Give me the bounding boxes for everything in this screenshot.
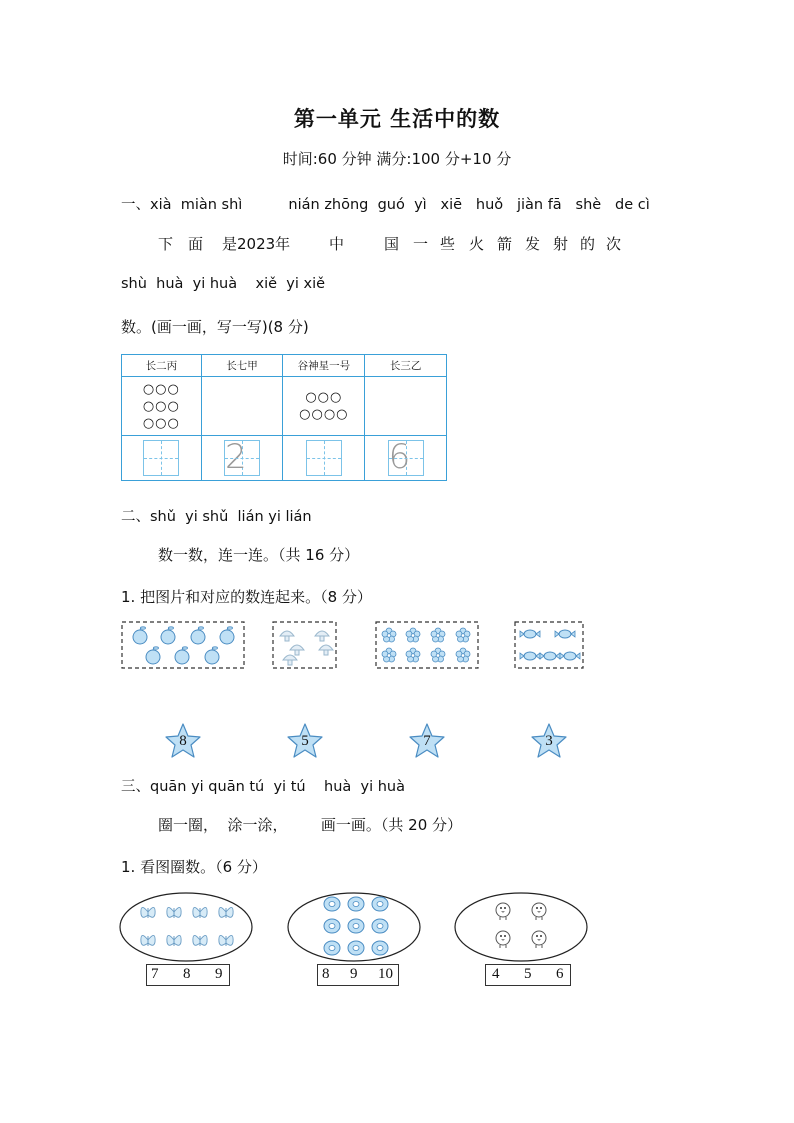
butterfly-icon xyxy=(193,907,207,918)
section1-pinyin-line1: 一、xià miàn shì nián zhōng guó yì xiē huǒ jiàn fā shè de cì xyxy=(121,197,650,213)
donut-icon xyxy=(324,941,340,955)
rocket-header: 长七甲 xyxy=(201,355,283,377)
butterfly-icon xyxy=(219,935,233,946)
char: 发 xyxy=(525,235,541,253)
choice-number[interactable]: 8 xyxy=(183,966,191,982)
chick-oval xyxy=(455,893,587,961)
flower-icon xyxy=(456,628,470,642)
choice-number[interactable]: 9 xyxy=(350,966,358,982)
candy-icon xyxy=(540,652,560,660)
choice-number[interactable]: 10 xyxy=(378,966,393,982)
rocket-header: 长二丙 xyxy=(122,355,202,377)
apple-icon xyxy=(220,627,234,644)
mushroom-icon xyxy=(290,645,304,655)
flower-icon xyxy=(431,628,445,642)
mushroom-icon xyxy=(280,631,294,641)
char: 箭 xyxy=(497,235,513,253)
choice-number[interactable]: 7 xyxy=(151,966,159,982)
chick-icon xyxy=(532,931,546,948)
char: 些 xyxy=(440,235,456,253)
butterfly-icon xyxy=(193,935,207,946)
char: 次 xyxy=(606,235,622,253)
candy-icon xyxy=(520,652,540,660)
choice-box-2 xyxy=(317,964,399,986)
traced-digit: 6 xyxy=(388,437,411,477)
section2-pinyin: 二、shǔ yi shǔ lián yi lián xyxy=(121,509,312,525)
donut-icon xyxy=(372,919,388,933)
butterfly-icon xyxy=(167,907,181,918)
apple-icon xyxy=(133,627,147,644)
star-number: 3 xyxy=(545,733,553,749)
donut-icon xyxy=(348,919,364,933)
section3-pinyin: 三、quān yi quān tú yi tú huà yi huà xyxy=(121,779,405,795)
page-title: 第一单元 生活中的数 xyxy=(293,107,501,131)
star-number: 8 xyxy=(179,733,187,749)
butterfly-icon xyxy=(167,935,181,946)
section2-q1: 1. 把图片和对应的数连起来。（8 分） xyxy=(121,588,372,606)
mushroom-icon xyxy=(319,645,333,655)
char: 面 xyxy=(188,235,204,253)
char: 下 xyxy=(158,235,174,253)
butterfly-oval xyxy=(120,893,252,961)
chick-icon xyxy=(532,903,546,920)
circles: ○○○ ○○○ ○○○ xyxy=(142,381,180,431)
choice-number[interactable]: 4 xyxy=(492,966,500,982)
donut-icon xyxy=(348,941,364,955)
char: 国 xyxy=(384,235,400,253)
flower-icon xyxy=(382,628,396,642)
chick-icon xyxy=(496,903,510,920)
apple-icon xyxy=(146,647,160,664)
section2-chars: 数一数，连一连。（共 16 分） xyxy=(158,546,360,564)
apple-icon xyxy=(205,647,219,664)
candy-icon xyxy=(555,630,575,638)
mushroom-icon xyxy=(315,631,329,641)
choice-box-1 xyxy=(146,964,230,986)
char: 火 xyxy=(469,235,485,253)
flower-icon xyxy=(406,648,420,662)
flower-icon xyxy=(382,648,396,662)
flower-icon xyxy=(406,628,420,642)
chick-icon xyxy=(496,931,510,948)
apple-icon xyxy=(161,627,175,644)
donut-icon xyxy=(324,897,340,911)
flower-icon xyxy=(431,648,445,662)
circles: ○○○ ○○○○ xyxy=(299,390,349,422)
mushroom-icon xyxy=(283,655,297,665)
page-subtitle: 时间:60 分钟 满分:100 分+10 分 xyxy=(282,150,512,168)
donut-icon xyxy=(324,919,340,933)
choice-box-3 xyxy=(485,964,571,986)
traced-digit: 2 xyxy=(225,437,247,477)
char: 的 xyxy=(580,235,596,253)
candy-box xyxy=(515,622,583,668)
char: 是2023年 xyxy=(222,235,291,253)
choice-number[interactable]: 8 xyxy=(322,966,330,982)
candy-icon xyxy=(520,630,540,638)
rocket-header: 长三乙 xyxy=(365,355,447,377)
butterfly-icon xyxy=(141,935,155,946)
donut-icon xyxy=(372,941,388,955)
section1-pinyin-line2: shù huà yi huà xiě yi xiě xyxy=(121,276,326,292)
char: 一 xyxy=(413,235,429,253)
choice-number[interactable]: 9 xyxy=(215,966,223,982)
section3-chars: 圈一圈， 涂一涂， 画一画。（共 20 分） xyxy=(158,816,463,834)
section1-chars-line2: 数。(画一画，写一写)(8 分) xyxy=(121,318,309,336)
flower-icon xyxy=(456,648,470,662)
apple-icon xyxy=(191,627,205,644)
choice-number[interactable]: 6 xyxy=(556,966,564,982)
candy-icon xyxy=(560,652,580,660)
choice-number[interactable]: 5 xyxy=(524,966,532,982)
rocket-header: 谷神星一号 xyxy=(283,355,365,377)
section3-q1: 1. 看图圈数。（6 分） xyxy=(121,858,267,876)
butterfly-icon xyxy=(141,907,155,918)
star-number: 5 xyxy=(301,733,309,749)
apple-icon xyxy=(175,647,189,664)
donut-icon xyxy=(372,897,388,911)
donut-icon xyxy=(348,897,364,911)
star-number: 7 xyxy=(423,733,431,749)
butterfly-icon xyxy=(219,907,233,918)
char: 射 xyxy=(553,235,569,253)
char: 中 xyxy=(329,235,345,253)
